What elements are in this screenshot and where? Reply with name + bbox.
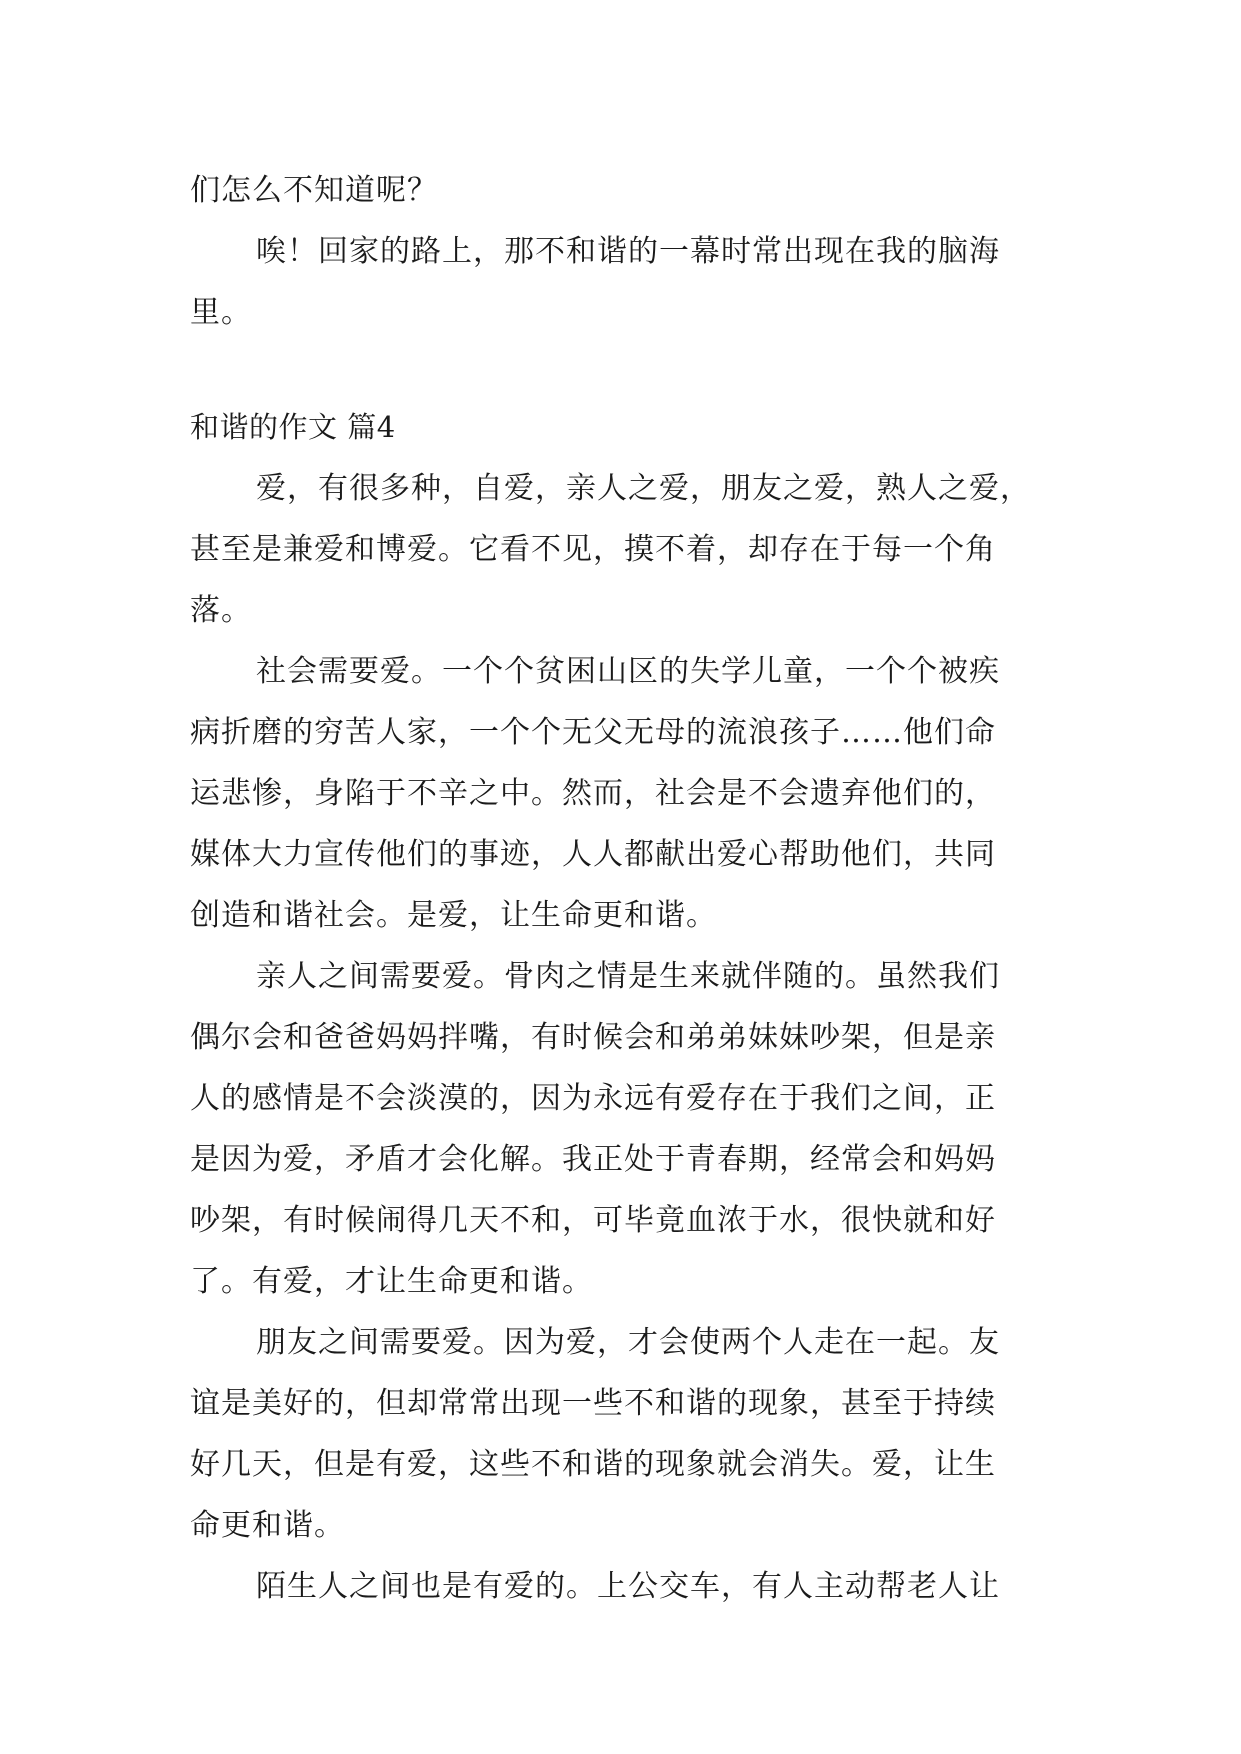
text-line: 病折磨的穷苦人家，一个个无父无母的流浪孩子……他们命: [190, 715, 996, 750]
text-line: 媒体大力宣传他们的事迹，人人都献出爱心帮助他们，共同: [190, 837, 996, 872]
text-line: 是因为爱，矛盾才会化解。我正处于青春期，经常会和妈妈: [190, 1142, 996, 1177]
text-line: 吵架，有时候闹得几天不和，可毕竟血浓于水，很快就和好: [190, 1203, 996, 1238]
paragraph: [190, 1312, 1060, 1556]
text-line: 落。: [190, 593, 252, 628]
text-line: 社会需要爱。一个个贫困山区的失学儿童，一个个被疾: [256, 654, 1000, 689]
text-line: 里。: [190, 295, 252, 330]
text-line: 好几天，但是有爱，这些不和谐的现象就会消失。爱，让生: [190, 1447, 996, 1482]
paragraph: [190, 458, 1060, 641]
text-line: 爱，有很多种，自爱，亲人之爱，朋友之爱，熟人之爱，: [256, 471, 1031, 506]
text-line: 甚至是兼爱和博爱。它看不见，摸不着，却存在于每一个角: [190, 532, 996, 567]
document-body: [190, 160, 1060, 1617]
text-line: 亲人之间需要爱。骨肉之情是生来就伴随的。虽然我们: [256, 959, 1000, 994]
text-line: 谊是美好的，但却常常出现一些不和谐的现象，甚至于持续: [190, 1386, 996, 1421]
text-line: 了。有爱，才让生命更和谐。: [190, 1264, 593, 1299]
text-line: 们怎么不知道呢？: [190, 173, 438, 208]
text-line: 唉！回家的路上，那不和谐的一幕时常出现在我的脑海: [256, 234, 1000, 269]
section-spacer: [190, 343, 1060, 397]
text-line: 创造和谐社会。是爱，让生命更和谐。: [190, 898, 717, 933]
paragraph: [190, 641, 1060, 946]
section-title: 和谐的作文 篇4: [190, 410, 396, 444]
text-line: 命更和谐。: [190, 1508, 345, 1543]
paragraph: [190, 946, 1060, 1312]
text-line: 偶尔会和爸爸妈妈拌嘴，有时候会和弟弟妹妹吵架，但是亲: [190, 1020, 996, 1055]
paragraph: [190, 1556, 1060, 1617]
text-line: 人的感情是不会淡漠的，因为永远有爱存在于我们之间，正: [190, 1081, 996, 1116]
text-line: 运悲惨，身陷于不辛之中。然而，社会是不会遗弃他们的，: [190, 776, 996, 811]
text-line: 朋友之间需要爱。因为爱，才会使两个人走在一起。友: [256, 1325, 1000, 1360]
text-line: 陌生人之间也是有爱的。上公交车，有人主动帮老人让: [256, 1569, 1000, 1604]
